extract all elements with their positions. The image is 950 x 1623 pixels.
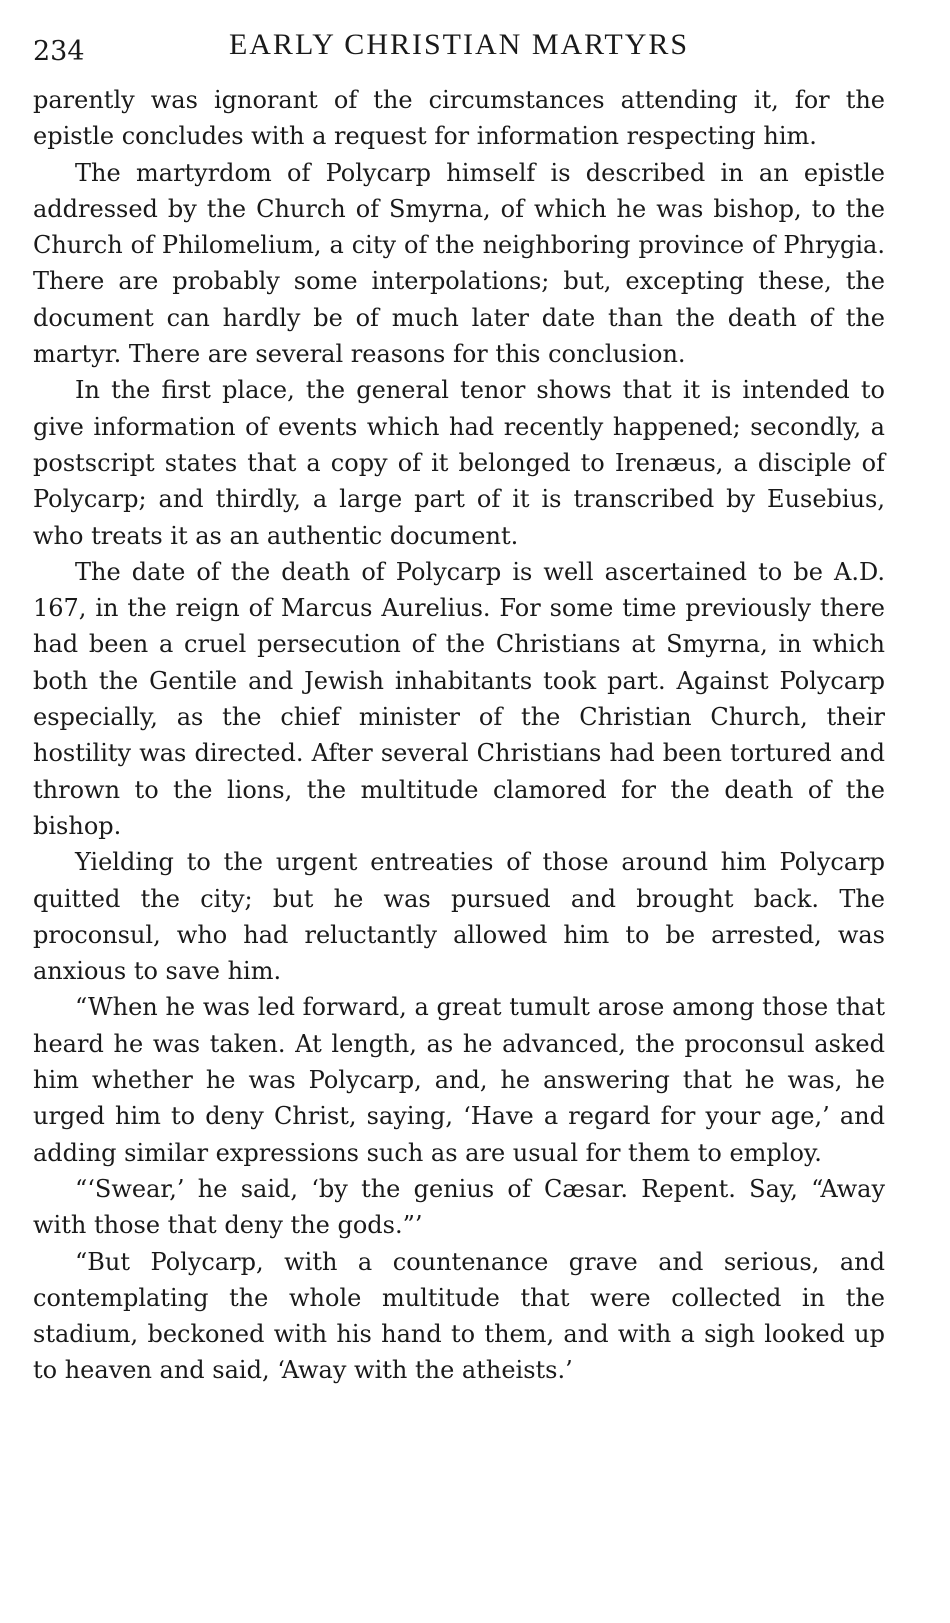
paragraph: The martyrdom of Polycarp himself is described in an epistle addressed by the Church of Smyrna, of which he was bishop, to the Church of Philomelium, a city of the neighboring province of Phrygia. There are probably some interpolations; but, excepting these, the document can hardly be of much later date than the death of the martyr. There are several reasons for this conclusion. xyxy=(33,158,885,369)
book-page xyxy=(33,24,885,1604)
page-title: EARLY CHRISTIAN MARTYRS xyxy=(228,28,690,61)
paragraph: Yielding to the urgent entreaties of those around him Polycarp quitted the city; but he was pursued and brought back. The proconsul, who had reluctantly allowed him to be arrested, was anxious to save him. xyxy=(33,848,885,986)
paragraph: The date of the death of Polycarp is well ascertained to be A.D. 167, in the reign of Marcus Aurelius. For some time previously there had been a cruel persecution of the Christians at Smyrna, in which both the Gentile and Jewish inhabitants took part. Against Polycarp especially, as the chief minister of the Christian Church, their hostility was directed. After several Christians had been tortured and thrown to the lions, the multitude clamored for the death of the bishop. xyxy=(33,557,885,840)
body-text xyxy=(33,82,885,1389)
running-head xyxy=(33,24,885,82)
paragraph: In the first place, the general tenor shows that it is intended to give information of events which had recently happened; secondly, a postscript states that a copy of it belonged to Irenæus, a disciple of Polycarp; and thirdly, a large part of it is transcribed by Eusebius, who treats it as an authentic document. xyxy=(33,376,885,550)
page-number: 234 xyxy=(33,36,85,67)
paragraph: “‘Swear,’ he said, ‘by the genius of Cæsar. Repent. Say, “Away with those that deny the gods.”’ xyxy=(33,1174,885,1240)
paragraph: “But Polycarp, with a countenance grave and serious, and contemplating the whole multitude that were collected in the stadium, beckoned with his hand to them, and with a sigh looked up to heaven and said, ‘Away with the atheists.’ xyxy=(33,1247,885,1385)
paragraph-continued: parently was ignorant of the circumstances attending it, for the epistle concludes with a request for information respecting him. xyxy=(33,86,885,151)
paragraph: “When he was led forward, a great tumult arose among those that heard he was taken. At length, as he advanced, the proconsul asked him whether he was Polycarp, and, he answering that he was, he urged him to deny Christ, saying, ‘Have a regard for your age,’ and adding similar expressions such as are usual for them to employ. xyxy=(33,993,885,1167)
